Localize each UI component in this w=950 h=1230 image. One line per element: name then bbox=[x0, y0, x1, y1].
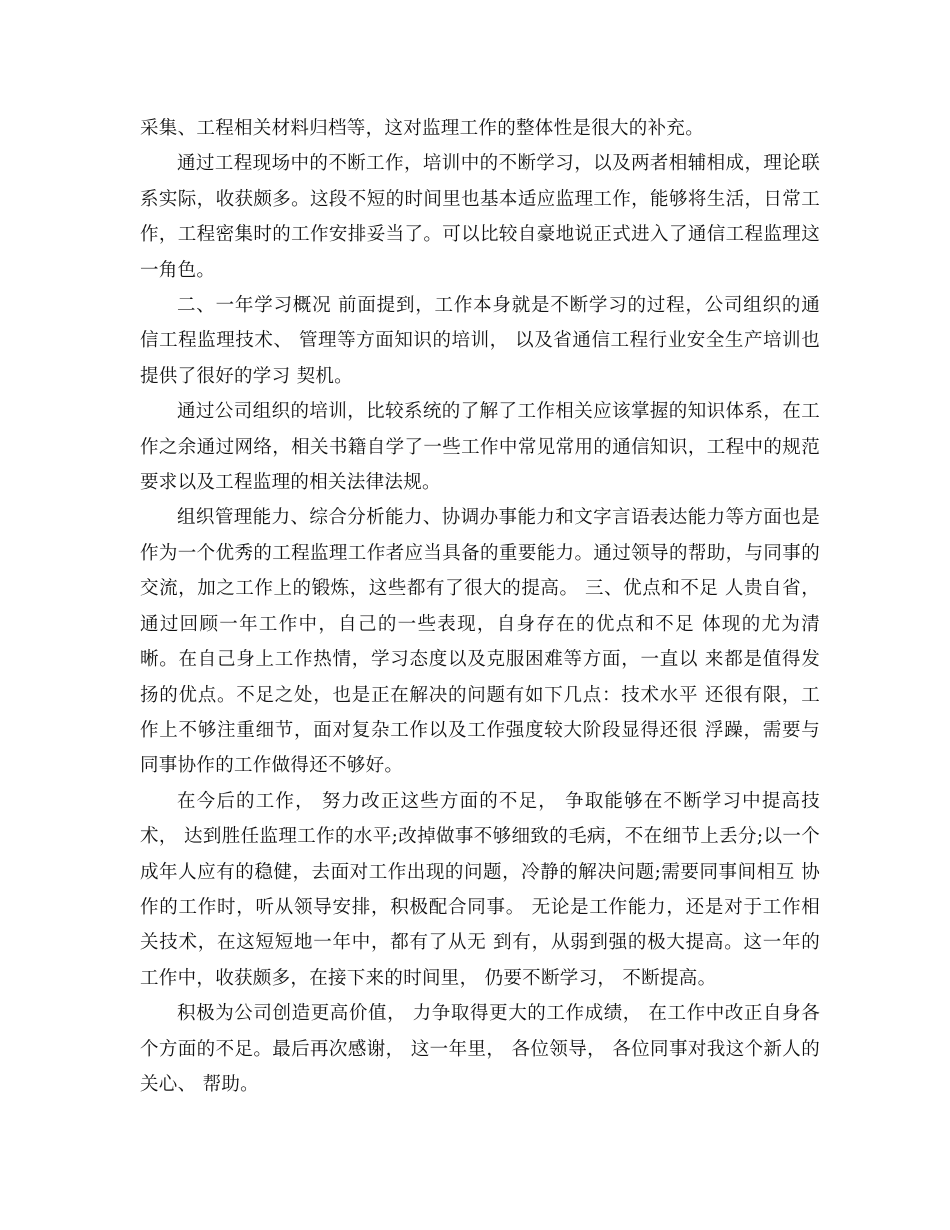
paragraph-2: 通过工程现场中的不断工作，培训中的不断学习，以及两者相辅相成，理论联系实际，收获颇多。这段不短的时间里也基本适应监理工作，能够将生活，日常工作，工程密集时的工作安排妥当了。可以比较自豪地说正式进入了通信工程监理这一角色。 bbox=[140, 153, 820, 281]
paragraph-6: 在今后的工作， 努力改正这些方面的不足， 争取能够在不断学习中提高技术， 达到胜任监理工作的水平;改掉做事不够细致的毛病，不在细节上丢分;以一个 成年人应有的稳健，去面对工作出现的问题，冷静的解决问题;需要同事间相互 协作的工作时，听从领导安排，积极配合同事。 无论是工作能力，还是对于工作相关技术，在这短短地一年中，都有了从无 到有，从弱到强的极大提高。这一年的工作中，收获颇多，在接下来的时间里， 仍要不断学习， 不断提高。 bbox=[140, 790, 820, 989]
paragraph-4: 通过公司组织的培训，比较系统的了解了工作相关应该掌握的知识体系，在工作之余通过网络，相关书籍自学了一些工作中常见常用的通信知识，工程中的规范要求以及工程监理的相关法律法规。 bbox=[140, 401, 820, 494]
paragraph-5: 组织管理能力、综合分析能力、协调办事能力和文字言语表达能力等方面也是作为一个优秀的工程监理工作者应当具备的重要能力。通过领导的帮助，与同事的交流，加之工作上的锻炼，这些都有了很大的提高。 三、优点和不足 人贵自省，通过回顾一年工作中，自己的一些表现，自身存在的优点和不足 体现的尤为清晰。在自己身上工作热情，学习态度以及克服困难等方面，一直以 来都是值得发扬的优点。不足之处，也是正在解决的问题有如下几点：技术水平 还很有限，工作上不够注重细节，面对复杂工作以及工作强度较大阶段显得还很 浮躁，需要与同事协作的工作做得还不够好。 bbox=[140, 507, 820, 777]
document-body bbox=[140, 111, 820, 1102]
paragraph-7: 积极为公司创造更高价值， 力争取得更大的工作成绩， 在工作中改正自身各个方面的不足。最后再次感谢， 这一年里， 各位领导， 各位同事对我这个新人的关心、 帮助。 bbox=[140, 1003, 820, 1095]
paragraph-1: 采集、工程相关材料归档等，这对监理工作的整体性是很大的补充。 bbox=[140, 118, 705, 139]
paragraph-3: 二、一年学习概况 前面提到，工作本身就是不断学习的过程，公司组织的通信工程监理技术、 管理等方面知识的培训， 以及省通信工程行业安全生产培训也提供了很好的学习 契机。 bbox=[140, 295, 820, 387]
